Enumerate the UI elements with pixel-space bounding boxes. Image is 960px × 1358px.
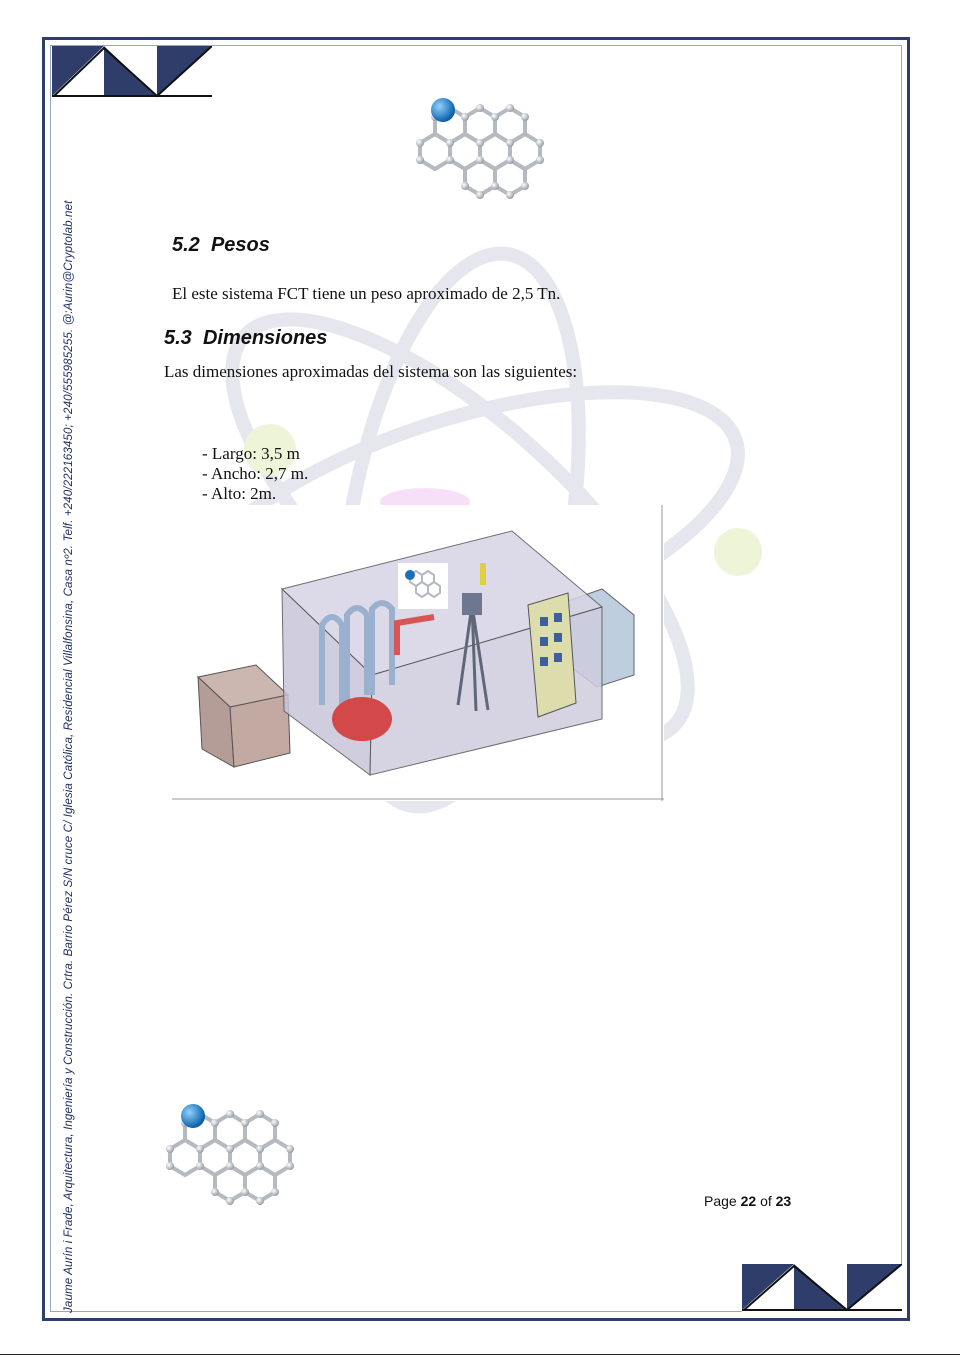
molecule-logo-top — [405, 92, 545, 202]
section-number: 5.3 — [164, 327, 192, 349]
page-current: 22 — [740, 1193, 757, 1209]
dimensions-paragraph: Las dimensiones aproximadas del sistema son las siguientes: — [164, 362, 578, 381]
bottom-rule — [0, 1354, 960, 1355]
brand-logo-bottom — [742, 1264, 902, 1312]
address-caption: Jaume Aurín i Frade, Arquitectura, Ingeniería y Construcción. Crtra. Barrio Pérez S/N cruce C/ Iglesia Católica, Residencial Villalfonsina, Casa nº2. Telf. +240/222163450; +240/555985255. @:Aurin@Cryptolab.net — [62, 200, 75, 1313]
molecule-logo-bottom — [155, 1098, 295, 1208]
page-number — [704, 1193, 791, 1209]
section-5-3-heading — [164, 327, 327, 350]
page-total: 23 — [775, 1193, 792, 1209]
page-of: of — [760, 1193, 772, 1209]
brand-logo-top — [52, 46, 212, 98]
section-5-2-heading — [172, 234, 270, 257]
list-item: - Alto: 2m. — [202, 484, 277, 503]
page-prefix: Page — [704, 1193, 737, 1209]
list-item: - Ancho: 2,7 m. — [202, 464, 309, 483]
section-title: Dimensiones — [202, 327, 328, 349]
list-item: - Largo: 3,5 m — [202, 444, 300, 463]
dimensions-list — [202, 444, 308, 504]
section-number: 5.2 — [172, 234, 200, 256]
weight-paragraph: El este sistema FCT tiene un peso aproximado de 2,5 Tn. — [172, 284, 561, 303]
section-title: Pesos — [210, 234, 270, 256]
equipment-3d-figure — [172, 505, 664, 801]
